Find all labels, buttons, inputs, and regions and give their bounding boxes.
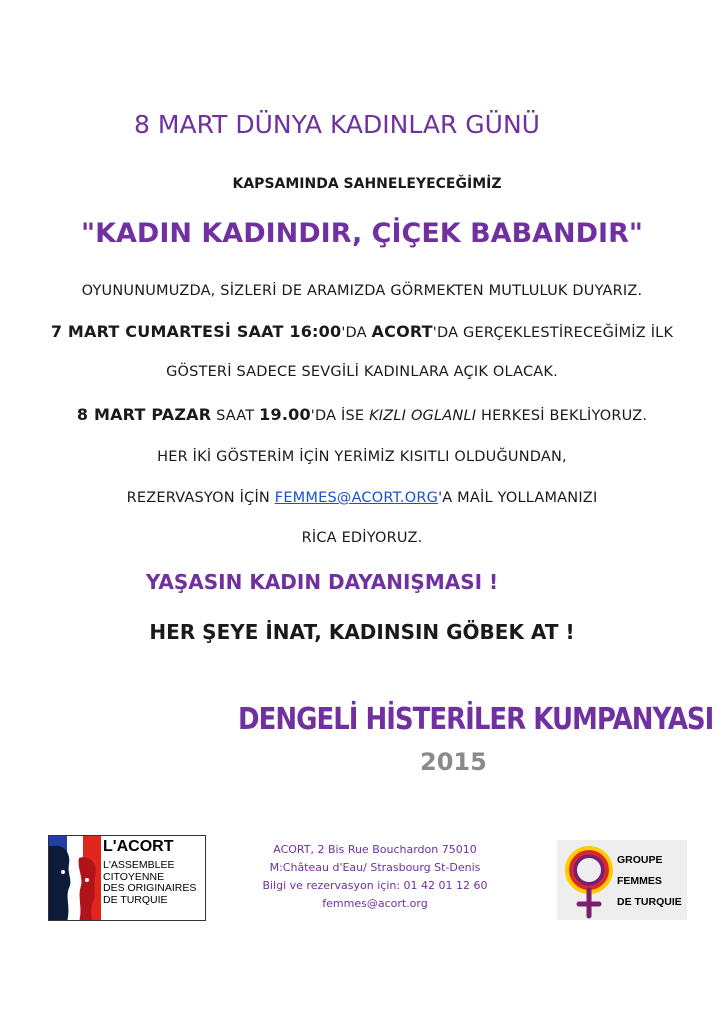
acort-tagline-line: DE TURQUIE (103, 893, 168, 906)
body-line-2-da: 'DA (341, 325, 372, 341)
body-line-6-post: 'A MAİL YOLLAMANIZI (438, 490, 598, 506)
slogan-solidarity: YAŞASIN KADIN DAYANIŞMASI ! (145, 570, 499, 594)
event-subtitle: KAPSAMINDA SAHNELEYECEĞİMİZ (232, 176, 502, 192)
body-line-4-italic: KIZLI OGLANLI (369, 408, 477, 424)
second-show-time: 19.00 (259, 405, 311, 424)
body-line-7: RİCA EDİYORUZ. (301, 530, 423, 546)
acort-logo (48, 835, 206, 921)
body-line-6-pre: REZERVASYON İÇİN (126, 490, 275, 506)
company-name: DENGELİ HİSTERİLER KUMPANYASI (238, 702, 714, 738)
acort-logo-tagline (103, 860, 205, 906)
phone-line: Bilgi ve rezervasyon için: 01 42 01 12 60 (262, 879, 488, 892)
body-line-3: GÖSTERİ SADECE SEVGİLİ KADINLARA AÇIK OLACAK. (166, 364, 558, 380)
reservation-email-link[interactable]: FEMMES@ACORT.ORG (274, 490, 439, 506)
body-line-4 (0, 405, 724, 424)
play-title: "KADIN KADINDIR, ÇİÇEK BABANDIR" (81, 218, 643, 249)
acort-logo-brand: L'ACORT (103, 838, 174, 855)
body-line-2-rest: 'DA GERÇEKLESTİRECEĞİMİZ İLK (432, 325, 674, 341)
groupe-femmes-logo (557, 840, 687, 920)
body-line-2 (0, 322, 724, 341)
femmes-logo-line: DE TURQUIE (617, 896, 682, 908)
year: 2015 (420, 748, 487, 776)
acort-tagline-line: L'ASSEMBLEE (103, 859, 175, 871)
body-line-1: OYUNUNUMUZDA, SİZLERİ DE ARAMIZDA GÖRMEKTEN MUTLULUK DUYARIZ. (81, 283, 643, 299)
contact-email[interactable]: femmes@acort.org (322, 897, 428, 910)
contact-address (240, 841, 510, 913)
first-show-date: 7 MART CUMARTESİ SAAT 16:00 (50, 322, 342, 341)
slogan-belly-dance: HER ŞEYE İNAT, KADINSIN GÖBEK AT ! (149, 620, 575, 644)
event-title: 8 MART DÜNYA KADINLAR GÜNÜ (134, 110, 540, 139)
venue-name: ACORT (371, 322, 433, 341)
body-line-5: HER İKİ GÖSTERİM İÇİN YERİMİZ KISITLI OLDUĞUNDAN, (157, 449, 567, 465)
femmes-logo-line: GROUPE (617, 854, 663, 866)
body-line-4-mid: 'DA İSE (310, 408, 370, 424)
femmes-logo-line: FEMMES (617, 875, 662, 887)
body-line-6 (0, 490, 724, 506)
address-line: M:Château d'Eau/ Strasbourg St-Denis (269, 861, 481, 874)
acort-tagline-line: DES ORIGINAIRES (103, 882, 197, 894)
acort-flag-faces-icon (49, 836, 101, 921)
address-line: ACORT, 2 Bis Rue Bouchardon 75010 (273, 843, 477, 856)
groupe-femmes-text (617, 850, 687, 913)
second-show-date: 8 MART PAZAR (76, 405, 212, 424)
body-line-4-end: HERKESİ BEKLİYORUZ. (476, 408, 648, 424)
acort-tagline-line: CITOYENNE (103, 870, 165, 883)
body-line-4-saat: SAAT (211, 408, 260, 424)
